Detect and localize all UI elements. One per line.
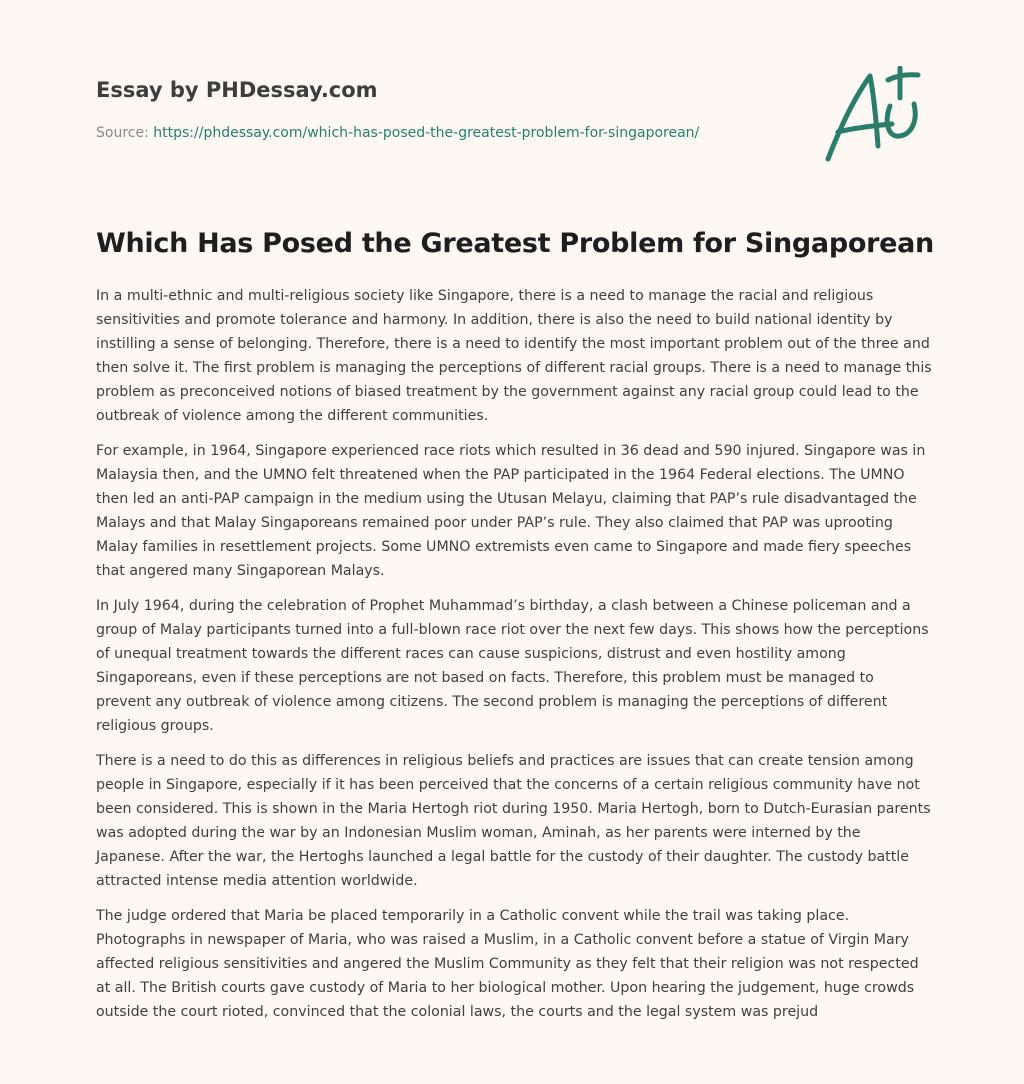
article-body bbox=[96, 284, 932, 1035]
article-paragraph: The judge ordered that Maria be placed temporarily in a Catholic convent while the trail was taking place. Photographs in newspaper of Maria, who was raised a Muslim, in a Catholic convent before a statue of Virgin Mary affected religious sensitivities and angered the Muslim Community as they felt that their religion was not respected at all. The British courts gave custody of Maria to her biological mother. Upon hearing the judgement, huge crowds outside the court rioted, convinced that the colonial laws, the courts and the legal system was prejud bbox=[96, 908, 919, 1020]
article-paragraph: There is a need to do this as differences in religious beliefs and practices are issues that can create tension among people in Singapore, especially if it has been perceived that the concerns of a certain religious community have not been considered. This is shown in the Maria Hertogh riot during 1950. Maria Hertogh, born to Dutch-Eurasian parents was adopted during the war by an Indonesian Muslim woman, Aminah, as her parents were interned by the Japanese. After the war, the Hertoghs launched a legal battle for the custody of their daughter. The custody battle attracted intense media attention worldwide. bbox=[96, 753, 931, 889]
source-link[interactable]: https://phdessay.com/which-has-posed-the-greatest-problem-for-singaporean/ bbox=[153, 125, 700, 141]
source-line bbox=[96, 123, 796, 143]
site-brand: Essay by PHDessay.com bbox=[96, 78, 378, 102]
a-plus-grade-icon bbox=[818, 66, 928, 166]
article-paragraph: In a multi-ethnic and multi-religious society like Singapore, there is a need to manage the racial and religious sensitivities and promote tolerance and harmony. In addition, there is also the need to build national identity by instilling a sense of belonging. Therefore, there is a need to identify the most important problem out of the three and then solve it. The first problem is managing the perceptions of different racial groups. There is a need to manage this problem as preconceived notions of biased treatment by the government against any racial group could lead to the outbreak of violence among the different communities. bbox=[96, 288, 932, 424]
article-title: Which Has Posed the Greatest Problem for Singaporean bbox=[96, 228, 934, 259]
article-paragraph: In July 1964, during the celebration of Prophet Muhammad’s birthday, a clash between a Chinese policeman and a group of Malay participants turned into a full-blown race riot over the next few days. This shows how the perceptions of unequal treatment towards the different races can cause suspicions, distrust and even hostility among Singaporeans, even if these perceptions are not based on facts. Therefore, this problem must be managed to prevent any outbreak of violence among citizens. The second problem is managing the perceptions of different religious groups. bbox=[96, 598, 929, 734]
article-paragraph: For example, in 1964, Singapore experienced race riots which resulted in 36 dead and 590 injured. Singapore was in Malaysia then, and the UMNO felt threatened when the PAP participated in the 1964 Federal elections. The UMNO then led an anti-PAP campaign in the medium using the Utusan Melayu, claiming that PAP’s rule disadvantaged the Malays and that Malay Singaporeans remained poor under PAP’s rule. They also claimed that PAP was uprooting Malay families in resettlement projects. Some UMNO extremists even came to Singapore and made fiery speeches that angered many Singaporean Malays. bbox=[96, 443, 926, 579]
page-header bbox=[96, 76, 796, 143]
source-label: Source: bbox=[96, 125, 154, 141]
